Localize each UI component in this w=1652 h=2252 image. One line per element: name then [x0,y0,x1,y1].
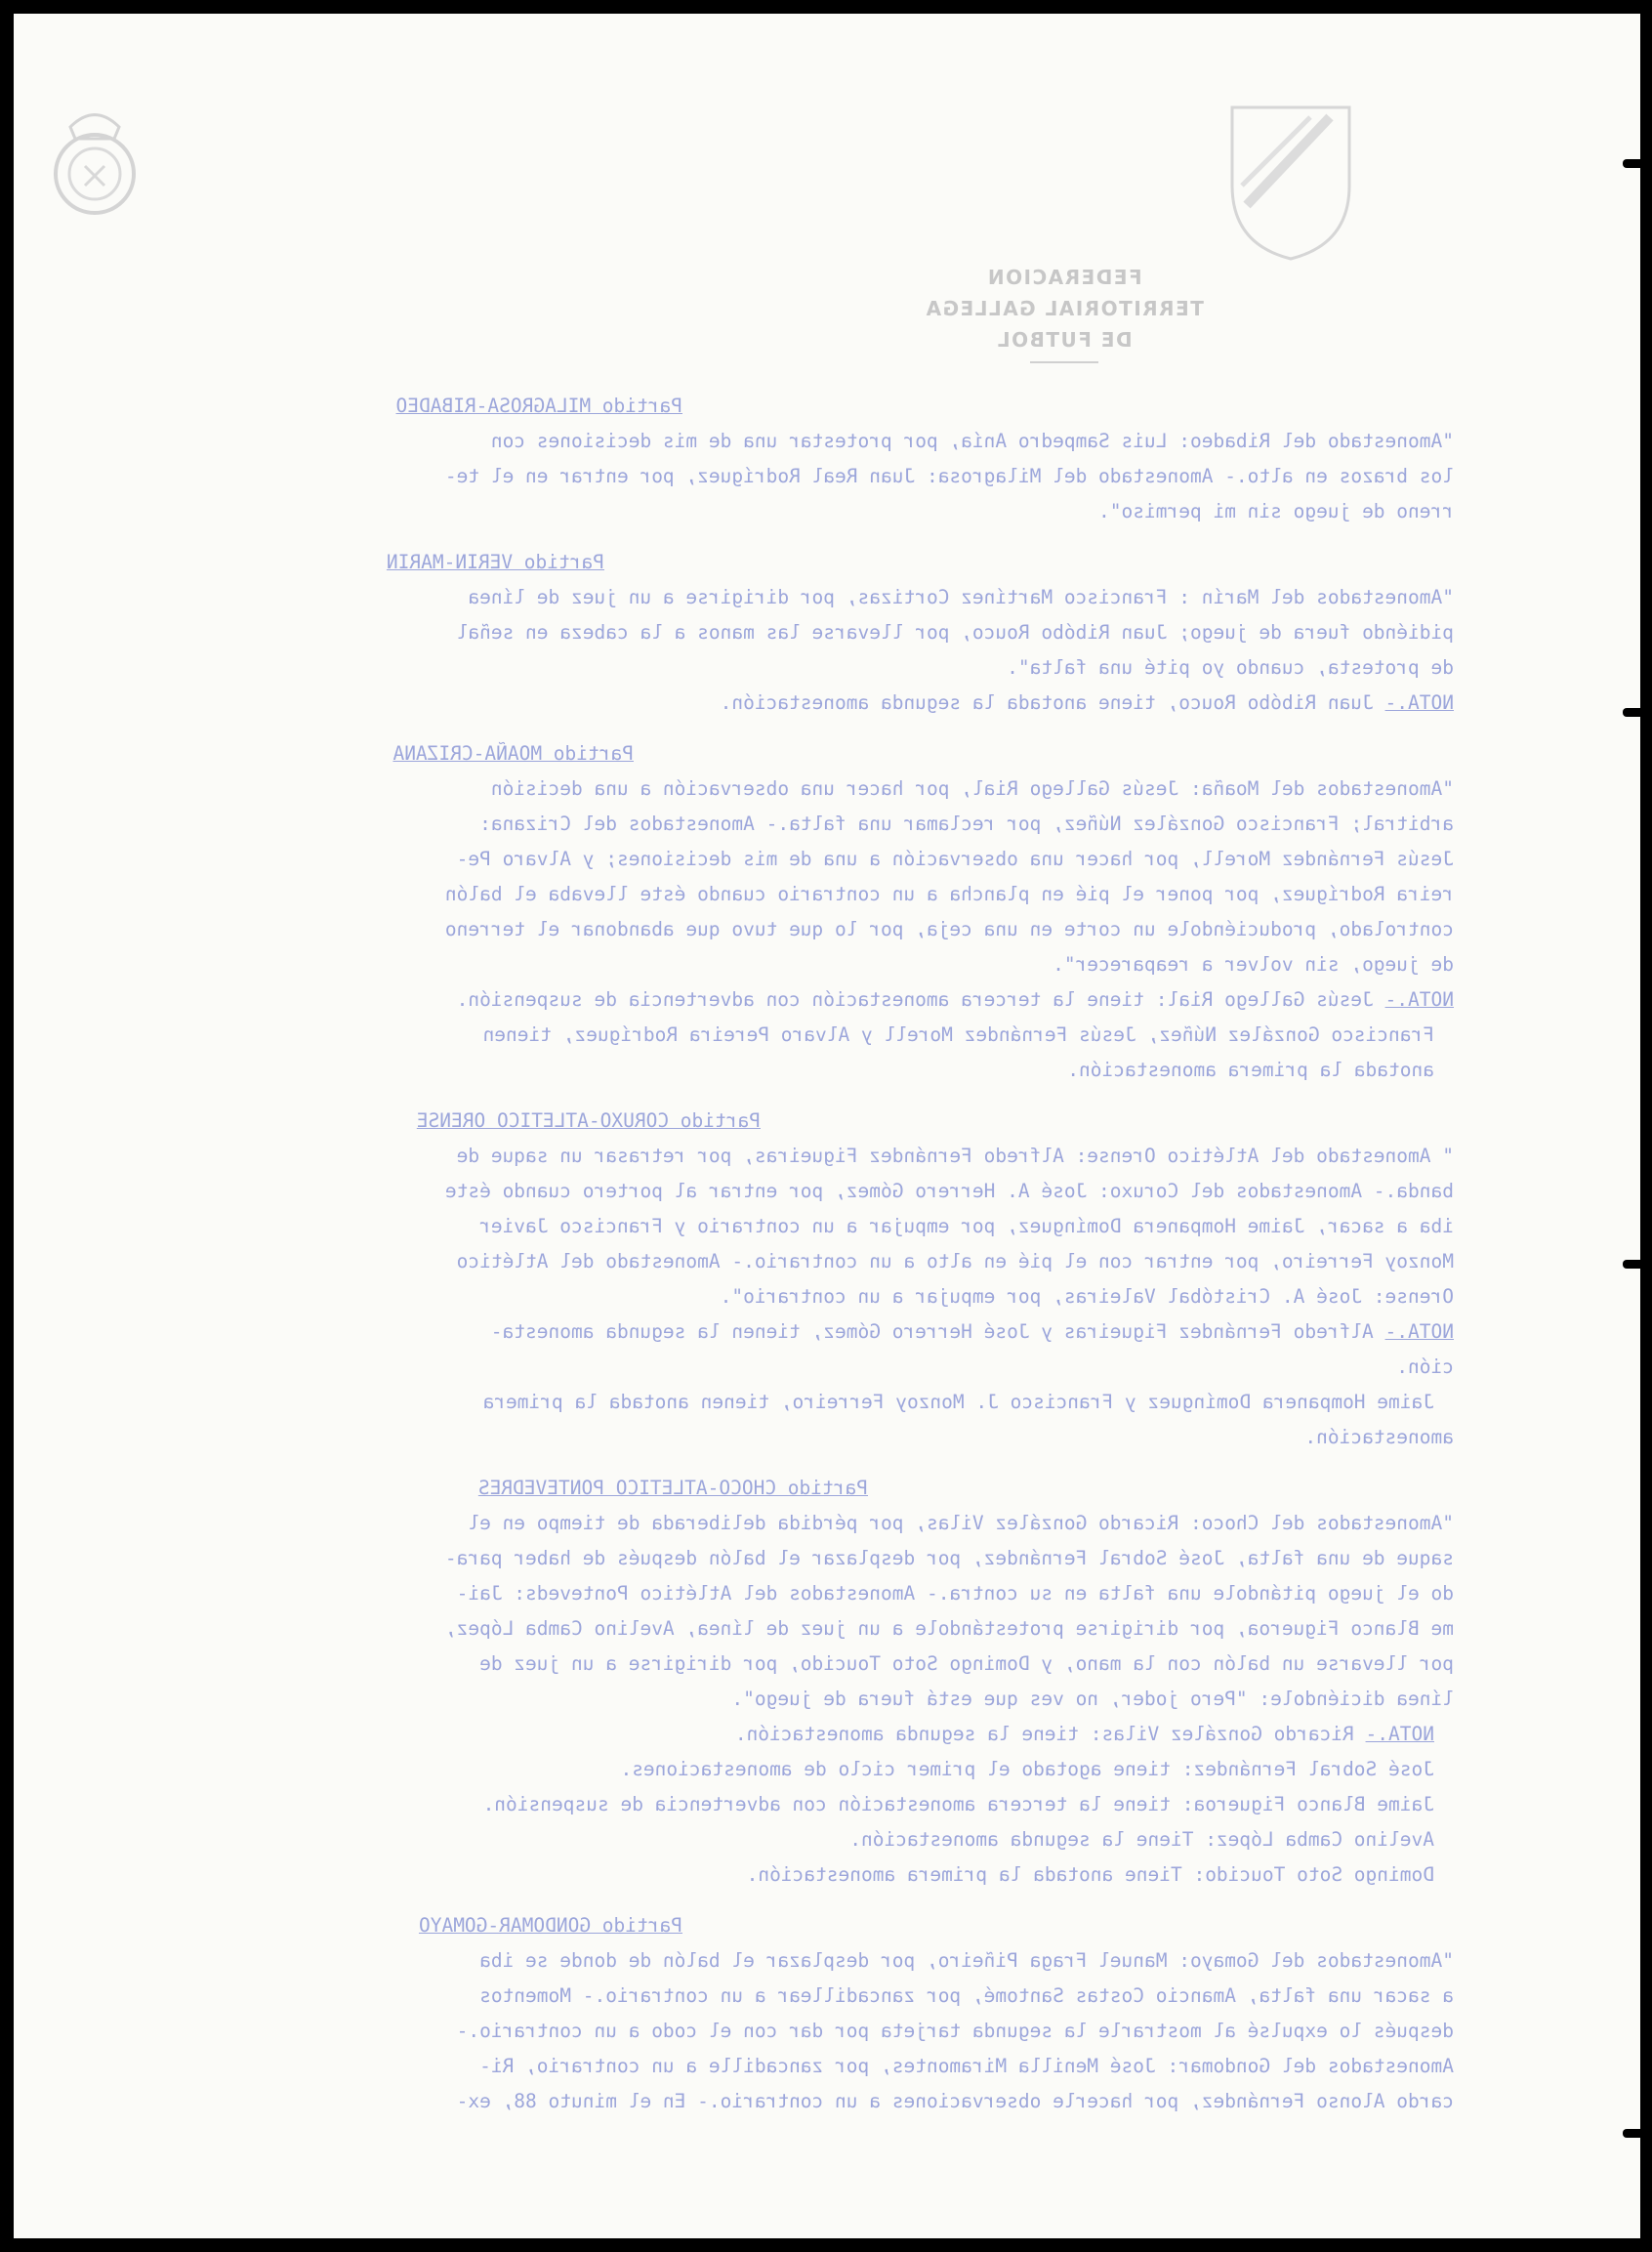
nota-label: NOTA.- [1384,691,1454,714]
nota-line [387,1314,1454,1350]
letterhead-line-2: DE FUTBOL [996,328,1133,352]
nota-line [387,982,1454,1018]
nota-label: NOTA.- [1384,1320,1454,1343]
text-line: de protesta, cuando yo pité una falta". [1007,656,1454,679]
section-title: Partido VERIN-MARIN [386,551,604,573]
section-title: Partido CHOCO-ATLETICO PONTEVEDRES [477,1477,868,1499]
text-line: Monzoy Ferreiro, por entrar con el pié en alto a un contrario.- Amonestado del Atlético [456,1250,1454,1272]
text-line: de juego, sin volver a reaparecer". [1053,953,1454,976]
nota-text: Francisco González Núñez, Jesús Fernández Morell y Alvaro Pereira Rodríguez, tienen [482,1023,1434,1046]
text-line: "Amonestados del Moaña: Jesús Gallego Rial, por hacer una observación a una decisión [490,777,1454,800]
nota-text: Ricardo González Vilas: tiene la segunda amonestación. [734,1723,1354,1745]
section-title: Partido CORUXO-ATLETICO ORENSE [416,1109,761,1132]
text-line: me Blanco Figueroa, por dirigirse protestándole a un juez de línea, Avelino Camba López, [444,1617,1454,1640]
text-line: después lo expulsé al mostrarle la segunda tarjeta por dar con el codo a un contrario.- [456,2020,1454,2042]
text-line: pidiéndo fuera de juego; Juan Ribóbo Rouco, por llevarse las manos a la cabeza en señal [456,621,1454,644]
text-line: "Amonestado del Ribadeo: Luis Sampedro Anía, por protestar una de mis decisiones con [490,430,1454,452]
text-line: do el juego pitándole una falta en su contra.- Amonestados del Atlético Ponteveds: Jai- [456,1582,1454,1605]
text-line: saque de una falta, José Sobral Fernández, por desplazar el balón después de haber para- [444,1547,1454,1569]
letterhead-line-1: FEDERACION TERRITORIAL GALLEGA [925,266,1204,320]
nota-label: NOTA.- [1384,988,1454,1011]
text-line: rreno de juego sin mi permiso". [1098,500,1454,522]
letterhead-rule [1030,361,1098,363]
text-line: línea diciéndole: "Pero joder, no ves que está fuera de juego". [731,1688,1454,1710]
letterhead [918,262,1211,363]
text-line: banda.- Amonestados del Coruxo: José A. Herrero Gómez, por entrar al portero cuando éste [444,1180,1454,1202]
section-title: Partido MOAÑA-CRIZANA [392,742,634,765]
text-line: "Amonestados del Marín : Francisco Martínez Cortizas, por dirigirse a un juez de línea [468,586,1454,608]
nota-text: Domingo Soto Toucido: Tiene anotada la primera amonestación. [746,1863,1434,1886]
text-line: a sacar una falta, Amancio Costas Santomé, por zancadillear a un contrario.- Momentos [479,1984,1454,2007]
nota-text: Jaime Hompanera Domínguez y Francisco J. Monzoy Ferreiro, tienen anotada la primera [482,1391,1434,1413]
text-line: arbitral; Francisco González Núñez, por reclamar una falta.- Amonestados del Crizana: [479,813,1454,835]
nota-text: Jesús Gallego Rial: tiene la tercera amonestación con advertencia de suspensión. [456,988,1374,1011]
text-line: reira Rodríguez, por poner el pié en plancha a un contrario cuando éste llevaba el balón [444,883,1454,905]
nota-text: Jaime Blanco Figueroa: tiene la tercera amonestación con advertencia de suspensión. [482,1793,1434,1815]
text-line: Jesús Fernández Morell, por hacer una observación a una de mis decisiones; y Alvaro Pe- [456,848,1454,870]
nota-line [387,686,1454,721]
section-title: Partido GONDOMAR-GOMAYO [418,1914,682,1937]
text-line: por llevarse un balón con la mano, y Domingo Soto Toucido, por dirigirse a un juez de [479,1652,1454,1675]
text-line: "Amonestados del Gomayo: Manuel Fraga Piñeiro, por desplazar el balón de donde se iba [479,1949,1454,1972]
text-line: iba a sacar, Jaime Hompanera Domínguez, por empujar a un contrario y Francisco Javier [479,1215,1454,1237]
royal-crest-icon [41,98,148,225]
nota-text: Alfredo Fernández Figueiras y José Herrero Gómez, tienen la segunda amonesta- [490,1320,1374,1343]
nota-text: anotada la primera amonestación. [1067,1059,1434,1081]
section-title: Partido MILAGROSA-RIBADEO [395,395,682,417]
nota-text: Juan Ribóbo Rouco, tiene anotada la segunda amonestación. [720,691,1374,714]
text-line: controlado, produciéndole un corte en una ceja, por lo que tuvo que abandonar el terreno [444,918,1454,940]
text-line: "Amonestados del Choco: Ricardo González Vilas, por pérdida deliberada de tiempo en el [468,1512,1454,1534]
nota-label: NOTA.- [1365,1723,1434,1745]
text-line: Amonestados del Gondomar: José Menilla Miramontes, por zancadille a un contrario, Ri- [479,2055,1454,2077]
nota-text: ción. [1396,1355,1454,1378]
text-line: los brazos en alto.- Amonestado del Milagrosa: Juan Real Rodríguez, por entrar en el te- [444,465,1454,487]
nota-text: José Sobral Fernández: tiene agotado el primer ciclo de amonestaciones. [620,1758,1434,1780]
nota-line [387,1717,1434,1752]
nota-text: amonestación. [1304,1426,1454,1448]
document-text [387,389,1454,2119]
text-line: cardo Alonso Fernández, por hacerle observaciones a un contrario.- En el minuto 88, ex- [456,2090,1454,2112]
nota-text: Avelino Camba López: Tiene la segunda amonestación. [849,1828,1434,1851]
text-line: " Amonestado del Atlético Orense: Alfredo Fernández Figueiras, por retrasar un saque de [456,1145,1454,1167]
federation-shield-icon [1222,98,1359,264]
text-line: Orense: José A. Cristóbal Valeiras, por empujar a un contrario". [720,1285,1454,1308]
